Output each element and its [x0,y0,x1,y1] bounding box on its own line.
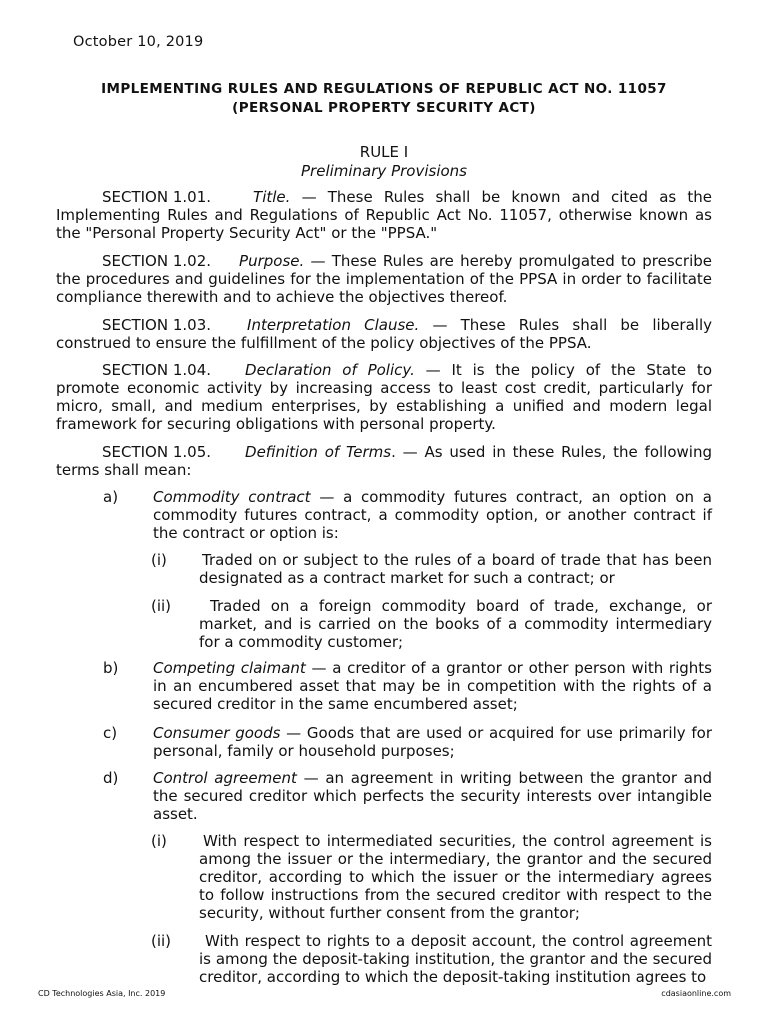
title-line-1: IMPLEMENTING RULES AND REGULATIONS OF REPUBLIC ACT NO. 11057 [101,81,667,97]
definition-control-agreement [153,769,712,823]
footer-website: cdasiaonline.com [661,989,731,998]
rule-subheading: Preliminary Provisions [301,162,467,180]
subitem-label: (i) [151,551,167,569]
section-1-05 [56,443,712,479]
section-text: — These Rules shall be liberally construed to ensure the fulfillment of the policy objectives of the PPSA. [56,316,712,352]
section-1-01 [56,188,712,242]
subitem-label: (ii) [151,932,172,950]
definition-text: — Goods that are used or acquired for use primarily for personal, family or household purposes; [153,724,712,760]
definition-label: d) [103,769,119,787]
definition-term: Control agreement [153,769,297,787]
section-1-04 [56,361,712,433]
definition-text: — a commodity futures contract, an option on a commodity futures contract, a commodity option, or another contract if the contract or option is: [153,488,712,542]
subitem-text: Traded on or subject to the rules of a board of trade that has been designated as a contract market for such a contract; or [199,551,712,587]
definition-label: b) [103,659,119,677]
subitem-text: With respect to rights to a deposit account, the control agreement is among the deposit-taking institution, the grantor and the secured creditor, according to which the deposit-taking institution agrees to [199,932,712,986]
section-number: SECTION 1.03. [102,316,212,334]
definition-competing-claimant [153,659,712,713]
definition-consumer-goods [153,724,712,760]
subitem-label: (i) [151,832,167,850]
document-date: October 10, 2019 [73,34,204,50]
subitem-label: (ii) [151,597,172,615]
section-number: SECTION 1.05. [102,443,212,461]
section-text: — It is the policy of the State to promote economic activity by increasing access to least cost credit, particularly for micro, small, and medium enterprises, by establishing a unified and modern legal framework for securing obligations with personal property. [56,361,712,433]
section-number: SECTION 1.01. [102,188,212,206]
section-number: SECTION 1.04. [102,361,212,379]
subitem-text: With respect to intermediated securities, the control agreement is among the issuer or the intermediary, the grantor and the secured creditor, according to which the issuer or the intermediary agrees to follow instructions from the secured creditor with respect to the security, without further consent from the grantor; [199,832,712,922]
document-title [56,80,712,118]
definition-label: c) [103,724,118,742]
section-number: SECTION 1.02. [102,252,212,270]
definition-term: Competing claimant [153,659,306,677]
section-1-03 [56,316,712,352]
subitem-text: Traded on a foreign commodity board of trade, exchange, or market, and is carried on the books of a commodity intermediary for a commodity customer; [199,597,712,651]
section-text: — These Rules are hereby promulgated to prescribe the procedures and guidelines for the implementation of the PPSA in order to facilitate compliance therewith and to achieve the objectives thereof. [56,252,712,306]
section-title: Title. [253,188,291,206]
section-1-02 [56,252,712,306]
section-title: Purpose. [239,252,305,270]
section-text: — These Rules shall be known and cited as the Implementing Rules and Regulations of Republic Act No. 11057, otherwise known as the "Personal Property Security Act" or the "PPSA." [56,188,712,242]
definition-term: Consumer goods [153,724,281,742]
title-line-2: (PERSONAL PROPERTY SECURITY ACT) [232,100,536,116]
footer-publisher: CD Technologies Asia, Inc. 2019 [38,989,166,998]
section-title: Definition of Terms [245,443,392,461]
section-title: Declaration of Policy. [245,361,415,379]
definition-term: Commodity contract [153,488,311,506]
section-title: Interpretation Clause. [247,316,420,334]
section-text: . — As used in these Rules, the following terms shall mean: [56,443,712,479]
definition-label: a) [103,488,119,506]
definition-text: — a creditor of a grantor or other person with rights in an encumbered asset that may be in competition with the rights of a secured creditor in the same encumbered asset; [153,659,712,713]
definition-commodity-contract [153,488,712,542]
rule-heading: RULE I [359,143,409,161]
definition-text: — an agreement in writing between the grantor and the secured creditor which perfects the security interests over intangible asset. [153,769,713,823]
